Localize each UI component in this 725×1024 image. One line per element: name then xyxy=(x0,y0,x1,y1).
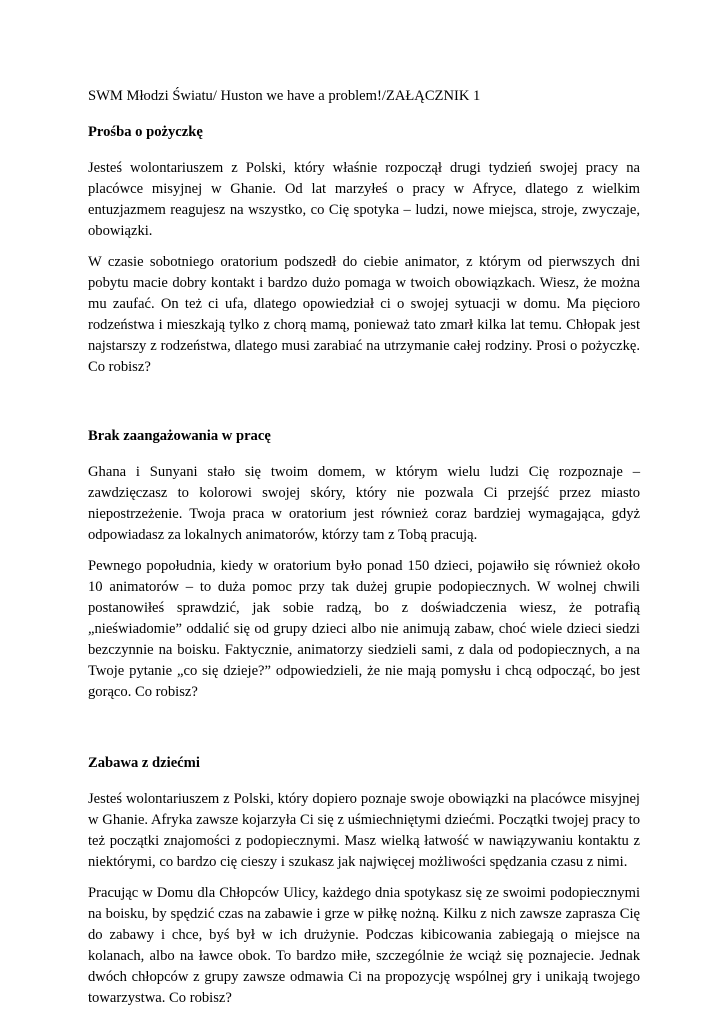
document-page xyxy=(88,86,640,1019)
section-title: Zabawa z dziećmi xyxy=(88,755,200,771)
section-spacer xyxy=(88,713,640,753)
paragraph: Jesteś wolontariuszem z Polski, który dopiero poznaje swoje obowiązki na placówce misyjnej w Ghanie. Afryka zawsze kojarzyła Ci się z uśmiechniętymi dziećmi. Początki twojej pracy to też początki znajomości z podopiecznymi. Masz wielką łatwość w nawiązywaniu kontaktu z niektórymi, co bardzo cię cieszy i szukasz jak najwięcej możliwości spędzania czasu z nimi. xyxy=(88,791,640,870)
section-lack-of-engagement xyxy=(88,426,640,703)
section-playing-with-children xyxy=(88,753,640,1009)
paragraph: Jesteś wolontariuszem z Polski, który właśnie rozpoczął drugi tydzień swojej pracy na placówce misyjnej w Ghanie. Od lat marzyłeś o pracy w Afryce, dlatego z wielkim entuzjazmem reagujesz na wszystko, co Cię spotyka – ludzi, nowe miejsca, stroje, zwyczaje, obowiązki. xyxy=(88,160,640,239)
paragraph: Pracując w Domu dla Chłopców Ulicy, każdego dnia spotykasz się ze swoimi podopiecznymi na boisku, by spędzić czas na zabawie i grze w piłkę nożną. Kilku z nich zawsze zaprasza Cię do zabawy i chce, byś był w ich drużynie. Podczas kibicowania zabiegają o miejsce na kolanach, albo na ławce obok. To bardzo miłe, szczególnie że wciąż się poznajecie. Jednak dwóch chłopców z grupy zawsze odmawia Ci na propozycję wspólnej gry i unikają twojego towarzystwa. Co robisz? xyxy=(88,885,640,1006)
section-spacer xyxy=(88,388,640,426)
section-loan-request xyxy=(88,122,640,378)
paragraph: W czasie sobotniego oratorium podszedł do ciebie animator, z którym od pierwszych dni pobytu macie dobry kontakt i bardzo dużo pomaga w twoich obowiązkach. Wiesz, że można mu zaufać. On też ci ufa, dlatego opowiedział ci o swojej sytuacji w domu. Ma pięcioro rodzeństwa i mieszkają tylko z chorą mamą, ponieważ tato zmarł kilka lat temu. Chłopak jest najstarszy z rodzeństwa, dlatego musi zarabiać na utrzymanie całej rodziny. Prosi o pożyczkę. Co robisz? xyxy=(88,254,640,375)
section-title: Brak zaangażowania w pracę xyxy=(88,428,271,444)
document-header: SWM Młodzi Światu/ Huston we have a problem!/ZAŁĄCZNIK 1 xyxy=(88,88,481,104)
paragraph: Pewnego popołudnia, kiedy w oratorium było ponad 150 dzieci, pojawiło się również około 10 animatorów – to duża pomoc przy tak dużej grupie podopiecznych. W wolnej chwili postanowiłeś sprawdzić, jak sobie radzą, bo z doświadczenia wiesz, że potrafią „nieświadomie” oddalić się od grupy dzieci albo nie animują zabaw, choć wiele dzieci siedzi bezczynnie na boisku. Faktycznie, animatorzy siedzieli sami, z dala od podopiecznych, a na Twoje pytanie „co się dzieje?” odpowiedzieli, że nie mają pomysłu i chcą odpocząć, bo jest gorąco. Co robisz? xyxy=(88,558,640,700)
paragraph: Ghana i Sunyani stało się twoim domem, w którym wielu ludzi Cię rozpoznaje – zawdzięczasz to kolorowi swojej skóry, który nie pozwala Ci przejść przez miasto niepostrzeżenie. Twoja praca w oratorium jest również coraz bardziej wymagająca, gdyż odpowiadasz za lokalnych animatorów, którzy tam z Tobą pracują. xyxy=(88,464,640,543)
section-title: Prośba o pożyczkę xyxy=(88,124,203,140)
